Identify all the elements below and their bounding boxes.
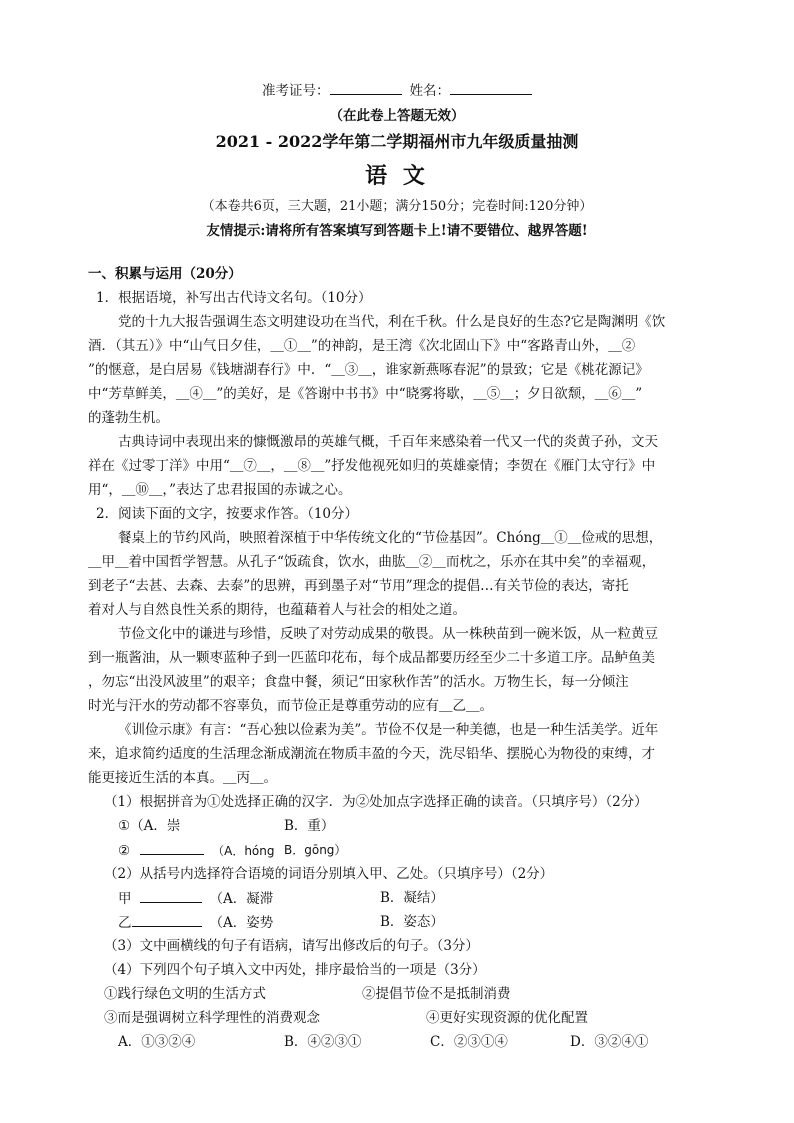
choice-c[interactable]: C．②③①④ bbox=[430, 1034, 508, 1050]
choice-b[interactable]: B．④②③① bbox=[284, 1034, 362, 1050]
sentence-3: ③而是强调树立科学理性的消费观念 bbox=[104, 1010, 320, 1026]
q2-passage-line: 到一瓶酱油，从一颗枣蓝种子到一匹蓝印花布，每个成品都要历经至少二十多道工序。品鲈鱼美 bbox=[88, 650, 655, 666]
q2-sub1-pinyin-a: （A．hóng bbox=[212, 844, 275, 858]
q1-p1-line: 党的十九大报告强调生态文明建设功在当代，利在千秋。什么是良好的生态?它是陶渊明《饮 bbox=[118, 314, 666, 330]
q2-passage-line: 餐桌上的节约风尚，映照着深植于中华传统文化的“节俭基因”。Chóng＿①＿俭戒的思想， bbox=[118, 530, 663, 546]
q2-passage-line: 节俭文化中的谦进与珍惜，反映了对劳动成果的敬畏。从一株秧苗到一碗米饭，从一粒黄豆 bbox=[118, 626, 658, 642]
tip: 友情提示:请将所有答案填写到答题卡上!请不要错位、越界答题! bbox=[206, 223, 588, 239]
q2-sub2-jia-line bbox=[118, 888, 273, 909]
q2-passage-line: 到老子“去甚、去森、去泰”的思辨，再到墨子对“节用”理念的提倡…有关节俭的表达，寄托 bbox=[88, 578, 629, 594]
q2-sub1-a: ①（A．崇 bbox=[118, 818, 181, 834]
jia-label: 甲 bbox=[118, 891, 132, 907]
q1-p2-line: 用“，＿⑩＿，”表达了忠君报国的赤诚之心。 bbox=[88, 482, 352, 498]
q2-passage-line: 着对人与自然良性关系的期待，也蕴藉着人与社会的相处之道。 bbox=[88, 602, 466, 618]
q2-title: 2．阅读下面的文字，按要求作答。（10分） bbox=[96, 506, 359, 522]
choice-d[interactable]: D．③②④① bbox=[570, 1034, 649, 1050]
q1-p1-line: 的蓬勃生机。 bbox=[88, 410, 169, 426]
name-blank[interactable] bbox=[450, 80, 532, 95]
subject-title: 语 文 bbox=[365, 163, 429, 189]
sentence-2: ②提倡节俭不是抵制消费 bbox=[362, 986, 511, 1002]
answer-blank[interactable] bbox=[140, 888, 202, 903]
sentence-4: ④更好实现资源的优化配置 bbox=[426, 1010, 588, 1026]
q2-sub1-option-line-2 bbox=[118, 840, 275, 861]
q2-passage-line: ，勿忘“出没风波里”的艰辛；食盘中餐，须记“田家秋作苦”的活水。万物生长，每一分倾注 bbox=[88, 674, 629, 690]
q1-p2-line: 祥在《过零丁洋》中用“＿⑦＿，＿⑧＿”抒发他视死如归的英雄豪情；李贺在《雁门太守行》中 bbox=[88, 458, 656, 474]
sentence-1: ①践行绿色文明的生活方式 bbox=[104, 986, 266, 1002]
yi-label: 乙 bbox=[118, 915, 132, 931]
q1-p1-line: ”的惬意，是白居易《钱塘湖春行》中．“＿③＿，谁家新燕啄春泥”的景致；它是《桃花源记》 bbox=[88, 362, 649, 378]
exam-number-blank[interactable] bbox=[330, 80, 402, 95]
q1-p1-line: 中“芳草鲜美，＿④＿”的美好，是《答谢中书书》中“晓雾将歇，＿⑤＿；夕日欲颓，＿⑥＿” bbox=[88, 386, 643, 402]
candidate-info-line bbox=[0, 80, 794, 101]
yi-option-a: （A．姿势 bbox=[209, 915, 274, 931]
q2-passage-line: 《训俭示康》有言：“吾心独以俭素为美”。节俭不仅是一种美德，也是一种生活美学。近年 bbox=[118, 722, 659, 738]
jia-option-a: （A．凝滞 bbox=[209, 891, 274, 907]
q2-sub2: （2）从括号内选择符合语境的词语分别填入甲、乙处。（只填序号）（2分） bbox=[104, 866, 554, 882]
q2-sub1-b: B．重） bbox=[284, 818, 335, 834]
q2-sub1-option-line bbox=[118, 816, 180, 836]
jia-option-b: B．凝结） bbox=[380, 890, 444, 906]
q2-passage-line: 时光与汗水的劳动都不容辜负，而节俭正是尊重劳动的应有＿乙＿。 bbox=[88, 698, 493, 714]
exam-number-label: 准考证号： bbox=[262, 83, 330, 99]
notice: （在此卷上答题无效） bbox=[329, 108, 465, 124]
answer-blank[interactable] bbox=[140, 840, 204, 855]
q2-sub3: （3）文中画横线的句子有语病，请写出修改后的句子。（3分） bbox=[104, 938, 479, 954]
q1-p1-line: 酒．（其五）》中“山气日夕佳，＿①＿”的神韵，是王湾《次北固山下》中“客路青山外，＿② bbox=[88, 338, 636, 354]
section-title: 一、积累与运用（20分） bbox=[88, 266, 242, 282]
q2-passage-line: 能更接近生活的本真。＿丙＿。 bbox=[88, 770, 277, 786]
yi-option-b: B．姿态） bbox=[380, 914, 444, 930]
q2-sub1-num2: ② bbox=[118, 843, 131, 859]
q2-passage-line: ＿甲＿着中国哲学智慧。从孔子“饭疏食，饮水，曲肱＿②＿而枕之，乐亦在其中矣”的幸福观， bbox=[88, 554, 656, 570]
answer-blank[interactable] bbox=[132, 912, 202, 927]
q2-passage-line: 来，追求简约适度的生活理念渐成潮流在物质丰盈的今天，洗尽铅华、摆脱心为物役的束缚，才 bbox=[88, 746, 655, 762]
choice-a[interactable]: A．①③②④ bbox=[118, 1034, 196, 1050]
name-label: 姓名： bbox=[409, 83, 450, 99]
q2-sub1: （1）根据拼音为①处选择正确的汉字．为②处加点字选择正确的读音。（只填序号）（2分） bbox=[104, 794, 648, 810]
q1-title: 1．根据语境，补写出古代诗文名句。（10分） bbox=[96, 290, 372, 306]
exam-info: （本卷共6页，三大题，21小题；满分150分；完卷时间:120分钟） bbox=[201, 199, 593, 214]
q2-sub2-yi-line bbox=[118, 912, 273, 933]
exam-title: 2021 - 2022学年第二学期福州市九年级质量抽测 bbox=[215, 132, 579, 151]
q2-sub4: （4）下列四个句子填入文中丙处，排序最恰当的一项是（3分） bbox=[104, 962, 486, 978]
q1-p2-line: 古典诗词中表现出来的慷慨激昂的英雄气概，千百年来感染着一代又一代的炎黄子孙，文天 bbox=[118, 434, 658, 450]
q2-sub1-pinyin-b: B．gōng） bbox=[284, 843, 347, 857]
